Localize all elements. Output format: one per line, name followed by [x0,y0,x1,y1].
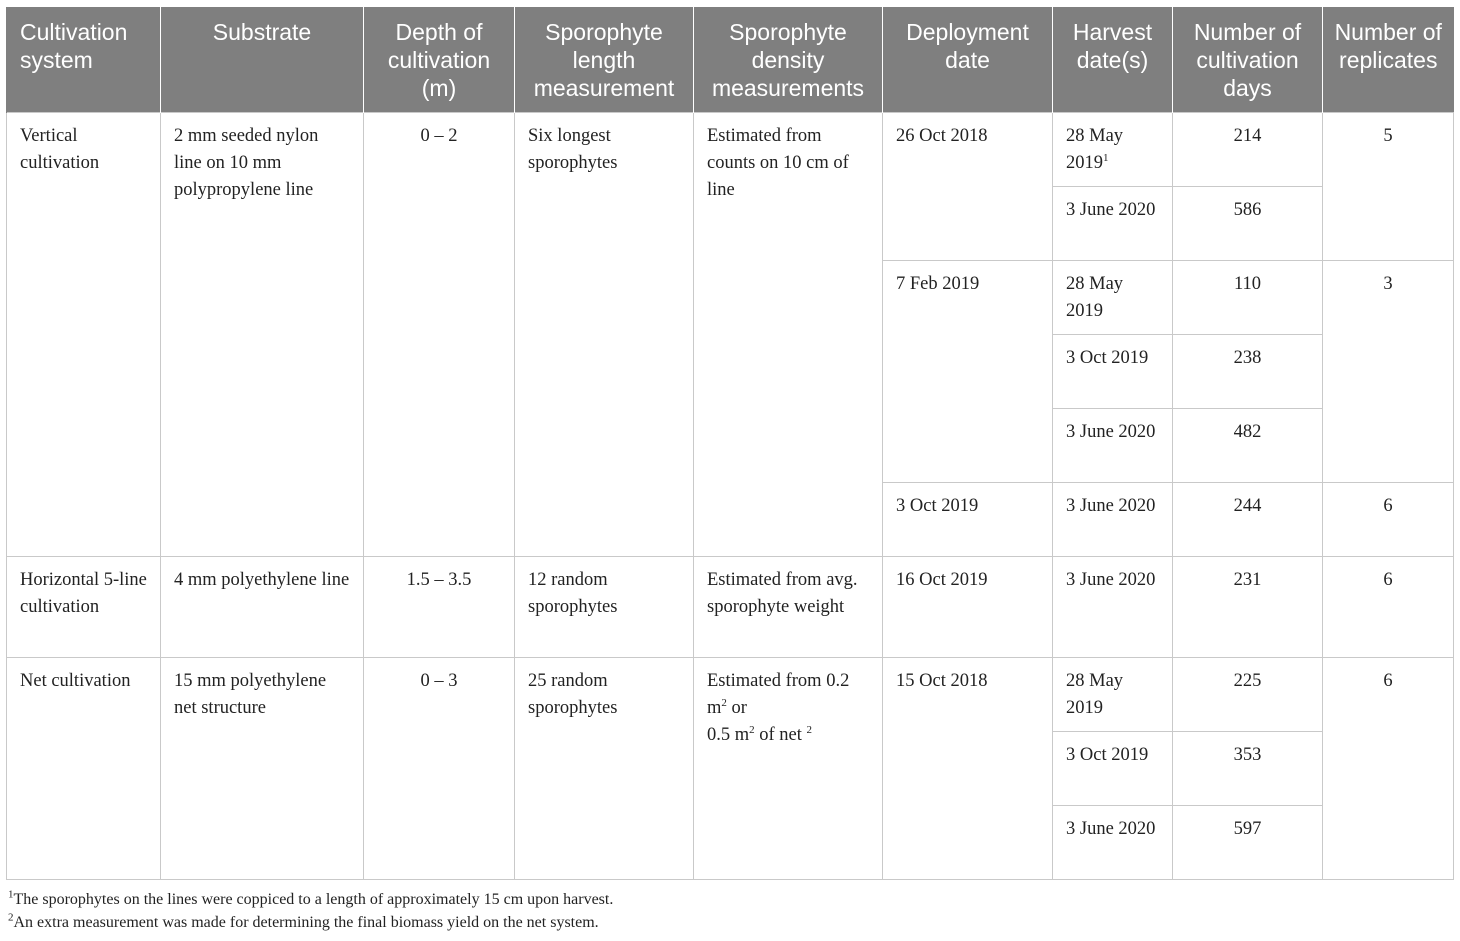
cell-deployment: 7 Feb 2019 [883,261,1053,483]
cell-days: 110 [1173,261,1323,335]
cell-days: 231 [1173,557,1323,658]
cell-harvest: 3 Oct 2019 [1053,732,1173,806]
cell-density: Estimated from counts on 10 cm of line [694,113,883,557]
footnote-mark: 1 [8,888,14,901]
cell-days: 238 [1173,335,1323,409]
header-density-measurements: Sporophyte density measurements [694,7,883,113]
cell-days: 225 [1173,658,1323,732]
density-text-b: or [726,698,747,718]
cell-length: 25 random sporophytes [515,658,694,880]
cell-harvest: 28 May 2019 [1053,658,1173,732]
cell-replicates: 5 [1323,113,1454,261]
footnote-text: The sporophytes on the lines were coppiced to a length of approximately 15 cm upon harvest. [13,891,614,908]
footnote-text: An extra measurement was made for determining the final biomass yield on the net system. [13,914,599,931]
cell-deployment: 15 Oct 2018 [883,658,1053,880]
cell-days: 482 [1173,409,1323,483]
cell-substrate: 15 mm polyethylene net structure [161,658,364,880]
cell-depth: 0 – 3 [364,658,515,880]
cell-density: Estimated from avg. sporophyte weight [694,557,883,658]
cell-density [694,658,883,880]
cell-depth: 0 – 2 [364,113,515,557]
footnote-mark: 1 [1103,151,1109,164]
cell-replicates: 3 [1323,261,1454,483]
cell-system: Vertical cultivation [7,113,161,557]
harvest-date-text: 28 May 2019 [1066,126,1124,173]
cell-harvest: 3 June 2020 [1053,187,1173,261]
header-cultivation-system: Cultivation system [7,7,161,113]
cell-replicates: 6 [1323,483,1454,557]
footnote-mark: 2 [806,723,813,736]
data-table-container [6,7,1453,880]
cell-harvest: 3 June 2020 [1053,409,1173,483]
density-text-a: Estimated from 0.2 m [707,671,850,718]
table-row [7,557,1454,658]
superscript: 2 [721,696,727,709]
cultivation-table [6,7,1454,880]
cell-days: 353 [1173,732,1323,806]
cell-substrate: 2 mm seeded nylon line on 10 mm polypropylene line [161,113,364,557]
cell-substrate: 4 mm polyethylene line [161,557,364,658]
cell-harvest: 3 Oct 2019 [1053,335,1173,409]
footnote-1 [8,888,614,909]
cell-harvest: 3 June 2020 [1053,557,1173,658]
superscript: 2 [749,723,755,736]
header-row [7,7,1454,113]
header-harvest-dates: Harvest date(s) [1053,7,1173,113]
cell-system: Horizontal 5-line cultivation [7,557,161,658]
header-replicates: Number of replicates [1323,7,1454,113]
table-row [7,113,1454,187]
footnote-mark: 2 [8,911,14,924]
density-text-d: of net [754,725,807,745]
cell-harvest [1053,113,1173,187]
cell-system: Net cultivation [7,658,161,880]
cell-depth: 1.5 – 3.5 [364,557,515,658]
header-substrate: Substrate [161,7,364,113]
header-deployment-date: Deployment date [883,7,1053,113]
cell-replicates: 6 [1323,557,1454,658]
cell-deployment: 26 Oct 2018 [883,113,1053,261]
cell-replicates: 6 [1323,658,1454,880]
cell-days: 214 [1173,113,1323,187]
cell-harvest: 3 June 2020 [1053,806,1173,880]
cell-days: 244 [1173,483,1323,557]
cell-deployment: 3 Oct 2019 [883,483,1053,557]
cell-days: 586 [1173,187,1323,261]
cell-deployment: 16 Oct 2019 [883,557,1053,658]
header-depth: Depth of cultivation (m) [364,7,515,113]
header-cultivation-days: Number of cultivation days [1173,7,1323,113]
cell-harvest: 28 May 2019 [1053,261,1173,335]
cell-length: 12 random sporophytes [515,557,694,658]
density-text-c: 0.5 m [707,725,750,745]
table-row [7,658,1454,732]
cell-days: 597 [1173,806,1323,880]
header-length-measurement: Sporophyte length measurement [515,7,694,113]
cell-harvest: 3 June 2020 [1053,483,1173,557]
footnote-2 [8,911,599,932]
cell-length: Six longest sporophytes [515,113,694,557]
